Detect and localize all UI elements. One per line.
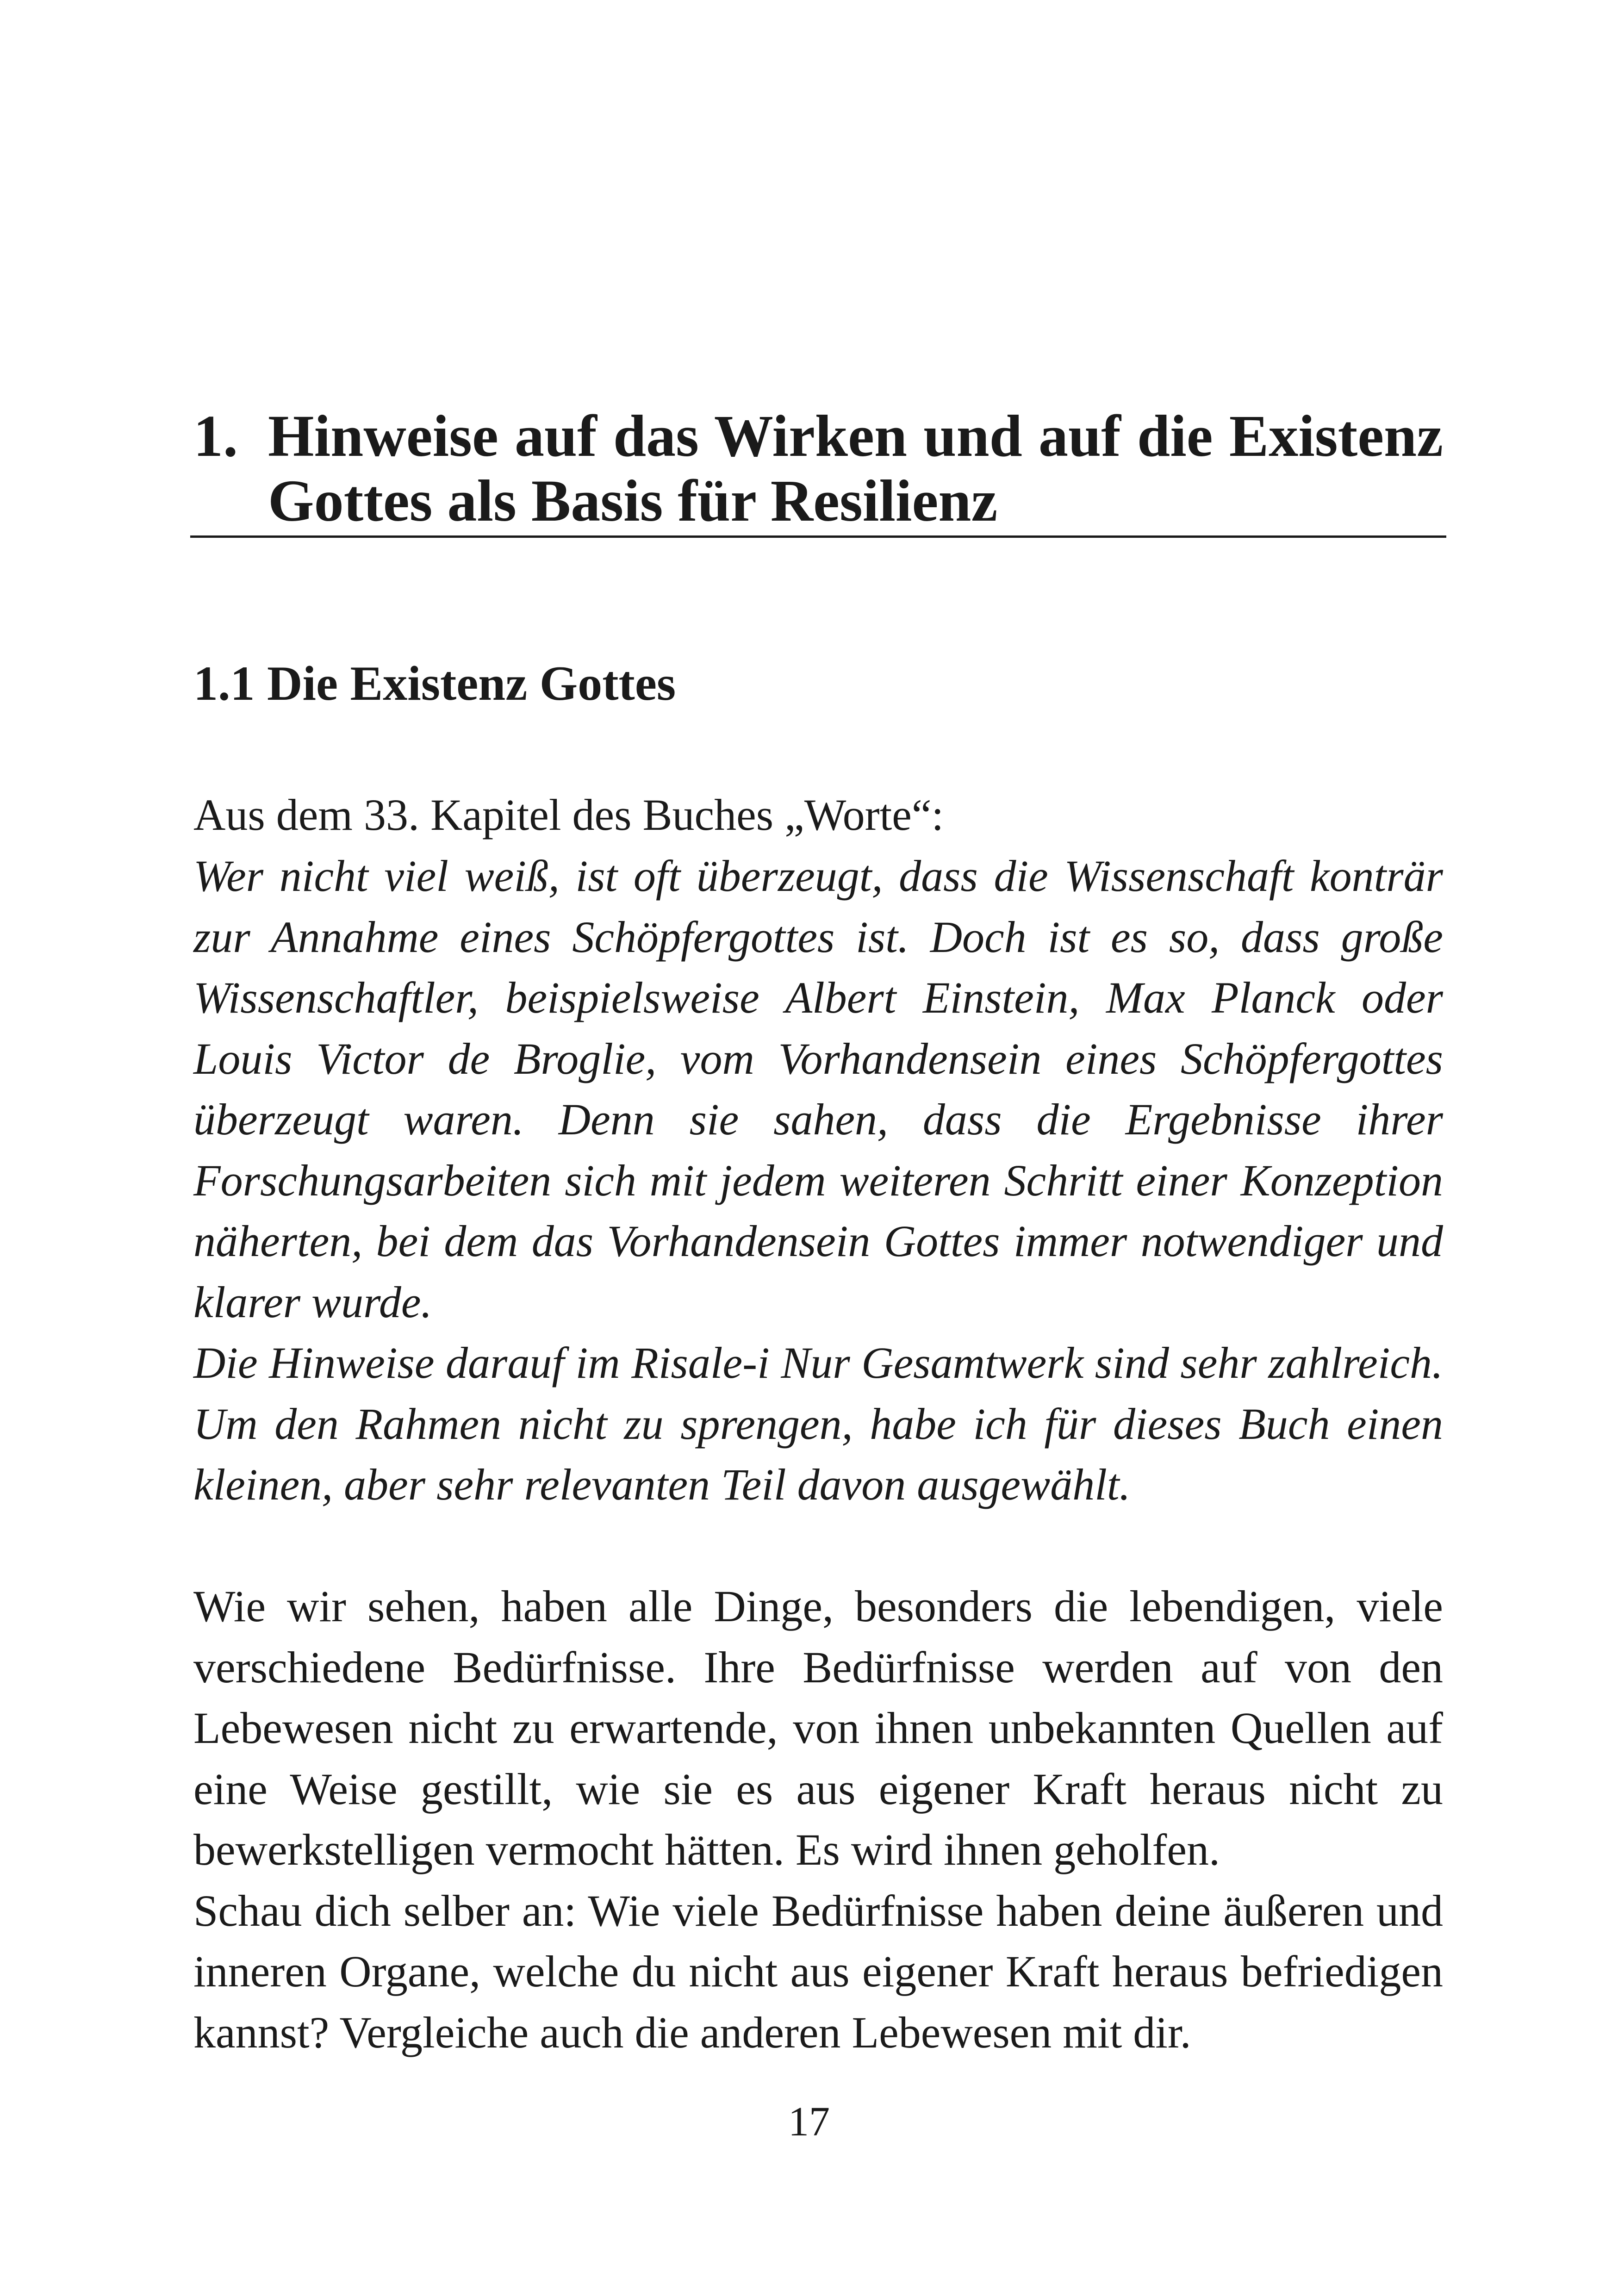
chapter-number: 1.	[193, 403, 238, 469]
main-text-block	[193, 1576, 1443, 2063]
chapter-heading	[193, 404, 1443, 533]
quote-paragraph: Wer nicht viel weiß, ist oft überzeugt, dass die Wissenschaft konträr zur Annahme eines Schöpfergottes ist. Doch ist es so, dass große Wissenschaftler, beispielsweise Albert Einstein, Max Planck oder Louis Victor de Broglie, vom Vorhandensein eines Schöpfergottes überzeugt waren. Denn sie sahen, dass die Ergebnisse ihrer Forschungsarbeiten sich mit jedem weiteren Schritt einer Konzeption näherten, bei dem das Vorhandensein Gottes immer notwendiger und klarer wurde.	[193, 851, 1443, 1327]
chapter-title-rule	[190, 535, 1446, 538]
intro-line: Aus dem 33. Kapitel des Buches „Worte“:	[193, 790, 944, 840]
quote-block	[193, 846, 1443, 1515]
page-number: 17	[788, 2099, 830, 2145]
body-paragraph: Wie wir sehen, haben alle Dinge, besonders die lebendigen, viele verschiedene Bedürfnisse. Ihre Bedürfnisse werden auf von den Lebewesen nicht zu erwartende, von ihnen unbekannten Quellen auf eine Weise gestillt, wie sie es aus eigener Kraft heraus nicht zu bewerkstelligen vermocht hätten. Es wird ihnen geholfen.	[193, 1581, 1443, 1874]
quote-paragraph: Die Hinweise darauf im Risale-i Nur Gesamtwerk sind sehr zahlreich. Um den Rahmen nicht zu sprengen, habe ich für dieses Buch einen kleinen, aber sehr relevanten Teil davon ausgewählt.	[193, 1338, 1443, 1509]
body-paragraph: Schau dich selber an: Wie viele Bedürfnisse haben deine äußeren und inneren Organe, welche du nicht aus eigener Kraft heraus befriedigen kannst? Vergleiche auch die anderen Lebewesen mit dir.	[193, 1885, 1443, 2057]
chapter-title: Hinweise auf das Wirken und auf die Existenz Gottes als Basis für Resilienz	[268, 403, 1443, 534]
section-heading: 1.1 Die Existenz Gottes	[193, 656, 676, 710]
